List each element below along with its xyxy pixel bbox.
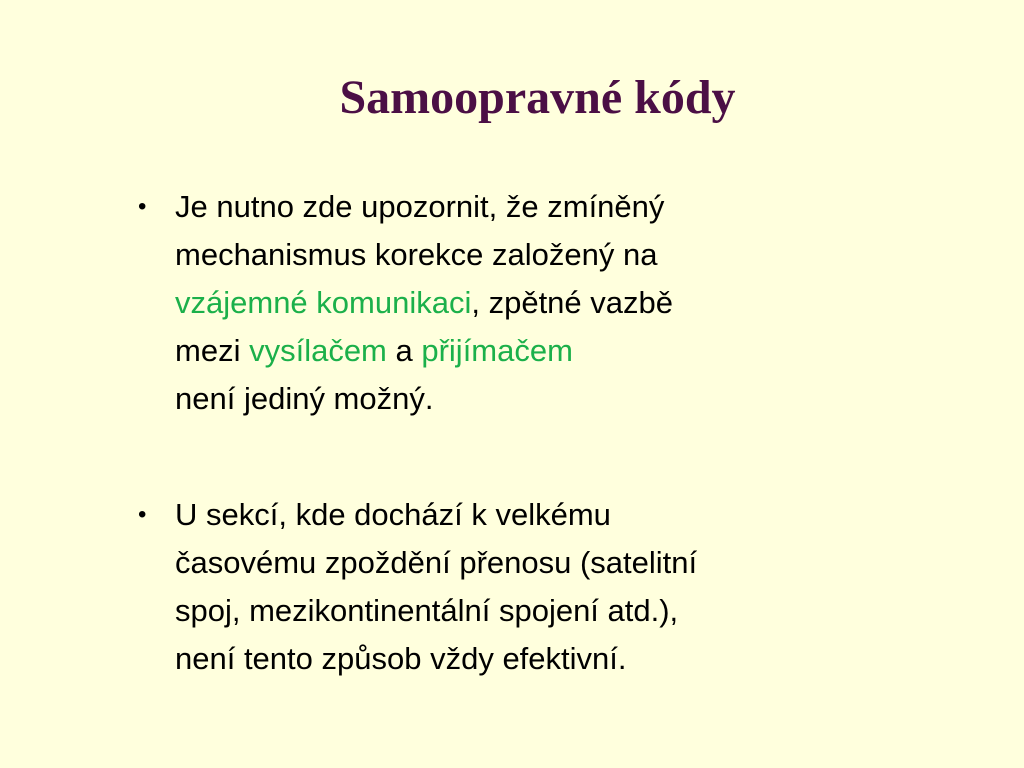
text-run: časovému zpoždění přenosu (satelitní xyxy=(175,545,698,580)
text-run: U sekcí, kde dochází k velkému xyxy=(175,497,611,532)
highlighted-term-vysilac: vysílačem xyxy=(249,333,387,368)
bullet-1-line-2 xyxy=(175,231,834,279)
bullet-2-line-4 xyxy=(175,635,834,683)
bullet-1-line-1 xyxy=(175,183,834,231)
text-run: mechanismus korekce založený na xyxy=(175,237,658,272)
bullet-2-line-3 xyxy=(175,587,834,635)
bullet-1-line-5 xyxy=(175,375,834,423)
bullet-item-1 xyxy=(134,183,834,423)
text-run: není jediný možný. xyxy=(175,381,434,416)
bullet-2-line-1 xyxy=(175,491,834,539)
slide-title: Samoopravné kódy xyxy=(339,71,736,124)
bullet-marker: • xyxy=(138,501,147,528)
bullet-1-line-3 xyxy=(175,279,834,327)
text-run: a xyxy=(386,333,422,368)
text-run: mezi xyxy=(175,333,250,368)
bullet-marker: • xyxy=(138,193,147,220)
bullet-1-line-4 xyxy=(175,327,834,375)
text-run: spoj, mezikontinentální spojení atd.), xyxy=(175,593,679,628)
highlighted-term-prijimac: přijímačem xyxy=(421,333,573,368)
bullet-item-2 xyxy=(134,491,834,683)
text-run: Je nutno zde upozornit, že zmíněný xyxy=(175,189,665,224)
highlighted-term-komunikace: vzájemné komunikaci xyxy=(175,285,472,320)
bullet-list xyxy=(134,183,834,683)
bullet-2-line-2 xyxy=(175,539,834,587)
text-run: není tento způsob vždy efektivní. xyxy=(175,641,627,676)
text-run: , zpětné vazbě xyxy=(471,285,673,320)
